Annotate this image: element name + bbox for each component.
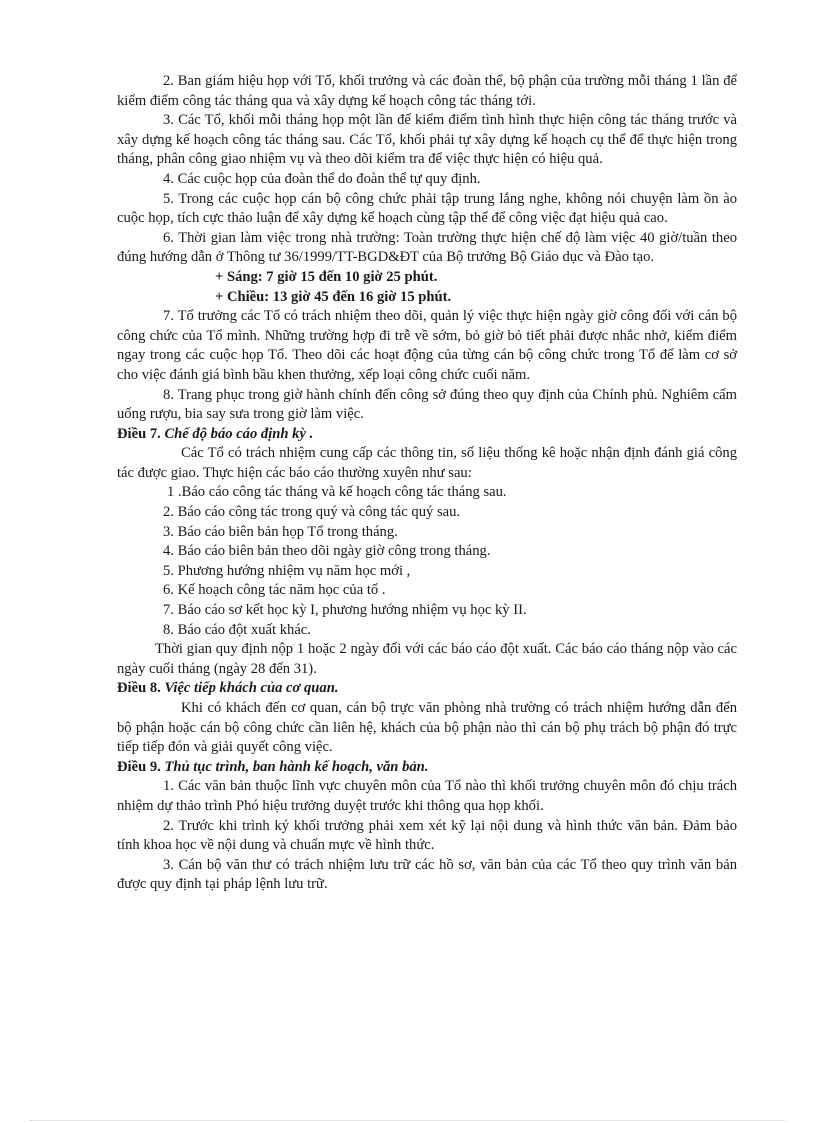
- paragraph-item-4: 4. Các cuộc họp của đoàn thể do đoàn thể tự quy định.: [163, 170, 481, 187]
- article-9-title: Thủ tục trình, ban hành kế hoạch, văn bản.: [164, 758, 429, 775]
- report-item: 2. Báo cáo công tác trong quý và công tác quý sau.: [163, 504, 461, 521]
- article-7-title: Chế độ báo cáo định kỳ .: [164, 425, 314, 442]
- article-9-item-1: 1. Các văn bản thuộc lĩnh vực chuyên môn của Tổ nào thì khối trưởng chuyên môn đó chịu trách nhiệm dự thảo trình Phó hiệu trưởng duyệt trước khi thông qua họp khối.: [117, 778, 737, 814]
- article-9-prefix: Điều 9.: [117, 758, 161, 775]
- report-item: 7. Báo cáo sơ kết học kỳ I, phương hướng nhiệm vụ học kỳ II.: [163, 602, 527, 619]
- paragraph-item-8: 8. Trang phục trong giờ hành chính đến công sở đúng theo quy định của Chính phủ. Nghiêm cấm uống rượu, bia say sưa trong giờ làm việc.: [117, 386, 737, 423]
- schedule-afternoon: + Chiều: 13 giờ 45 đến 16 giờ 15 phút.: [215, 288, 452, 305]
- report-item: 1 .Báo cáo công tác tháng và kế hoạch công tác tháng sau.: [167, 484, 507, 501]
- article-9-item-2: 2. Trước khi trình ký khối trưởng phải xem xét kỹ lại nội dung và hình thức văn bản. Đảm bảo tính khoa học về nội dung và chuẩn mực về hình thức.: [117, 817, 737, 854]
- schedule-morning: + Sáng: 7 giờ 15 đến 10 giờ 25 phút.: [215, 268, 438, 285]
- article-8-prefix: Điều 8.: [117, 680, 161, 697]
- paragraph-item-5: 5. Trong các cuộc họp cán bộ công chức phải tập trung lắng nghe, không nói chuyện làm ồn ào cuộc họp, tích cực thảo luận để xây dựng kế hoạch cùng tập thể để công việc đạt hiệu quả cao.: [117, 190, 737, 227]
- article-9-item-3: 3. Cán bộ văn thư có trách nhiệm lưu trữ các hồ sơ, văn bản của các Tổ theo quy trình văn bản được quy định tại pháp lệnh lưu trữ.: [117, 856, 737, 893]
- article-9-heading: [117, 758, 737, 778]
- article-7-heading: [117, 425, 737, 445]
- paragraph-item-3: 3. Các Tổ, khối mỗi tháng họp một lần để kiểm điểm tình hình thực hiện công tác tháng trước và xây dựng kế hoạch công tác tháng sau. Các Tổ, khối phải tự xây dựng kế hoạch cụ thể để thực hiện trong tháng, phân công giao nhiệm vụ và theo dõi kiểm tra để việc thực hiện có hiệu quả.: [117, 112, 737, 168]
- article-7-prefix: Điều 7.: [117, 425, 161, 442]
- paragraph-item-7: 7. Tổ trưởng các Tổ có trách nhiệm theo dõi, quản lý việc thực hiện ngày giờ công đối với cán bộ công chức của Tổ mình. Những trường hợp đi trễ về sớm, bỏ giờ bỏ tiết phải được nhắc nhở, kiểm điểm ngay trong các cuộc họp Tổ. Theo dõi các hoạt động của từng cán bộ công chức trong Tổ để làm cơ sở cho việc đánh giá bình bầu khen thưởng, xếp loại công chức cuối năm.: [117, 308, 737, 383]
- report-item: 5. Phương hướng nhiệm vụ năm học mới ,: [163, 562, 411, 579]
- report-item: 6. Kế hoạch công tác năm học của tổ .: [163, 582, 386, 599]
- article-8-title: Việc tiếp khách của cơ quan.: [164, 680, 339, 697]
- report-item: 4. Báo cáo biên bản theo dõi ngày giờ công trong tháng.: [163, 543, 491, 560]
- paragraph-item-6: 6. Thời gian làm việc trong nhà trường: Toàn trường thực hiện chế độ làm việc 40 giờ/tuần theo đúng hướng dẫn ở Thông tư 36/1999/TT-BGD&ĐT của Bộ trưởng Bộ Giáo dục và Đào tạo.: [117, 229, 737, 266]
- paragraph-item-2: 2. Ban giám hiệu họp với Tổ, khối trưởng và các đoàn thể, bộ phận của trường mỗi tháng 1 lần để kiểm điểm công tác tháng qua và xây dựng kế hoạch công tác tháng tới.: [117, 73, 737, 109]
- article-7-closing: Thời gian quy định nộp 1 hoặc 2 ngày đối với các báo cáo đột xuất. Các báo cáo tháng nộp vào các ngày cuối tháng (ngày 28 đến 31).: [117, 641, 737, 677]
- article-7-intro: Các Tổ có trách nhiệm cung cấp các thông tin, số liệu thống kê hoặc nhận định đánh giá công tác được giao. Thực hiện các báo cáo thường xuyên như sau:: [117, 445, 737, 481]
- report-item: 8. Báo cáo đột xuất khác.: [163, 621, 311, 638]
- page-bottom-divider: [30, 1120, 786, 1121]
- article-8-heading: [117, 679, 737, 699]
- article-8-body: Khi có khách đến cơ quan, cán bộ trực văn phòng nhà trường có trách nhiệm hướng dẫn đến bộ phận hoặc cán bộ công chức cần liên hệ, khách của bộ phận nào thì cán bộ phụ trách bộ phận đó trực tiếp tiếp đón và giải quyết công việc.: [117, 700, 737, 756]
- document-page: [117, 72, 737, 895]
- report-item: 3. Báo cáo biên bản họp Tổ trong tháng.: [163, 523, 398, 540]
